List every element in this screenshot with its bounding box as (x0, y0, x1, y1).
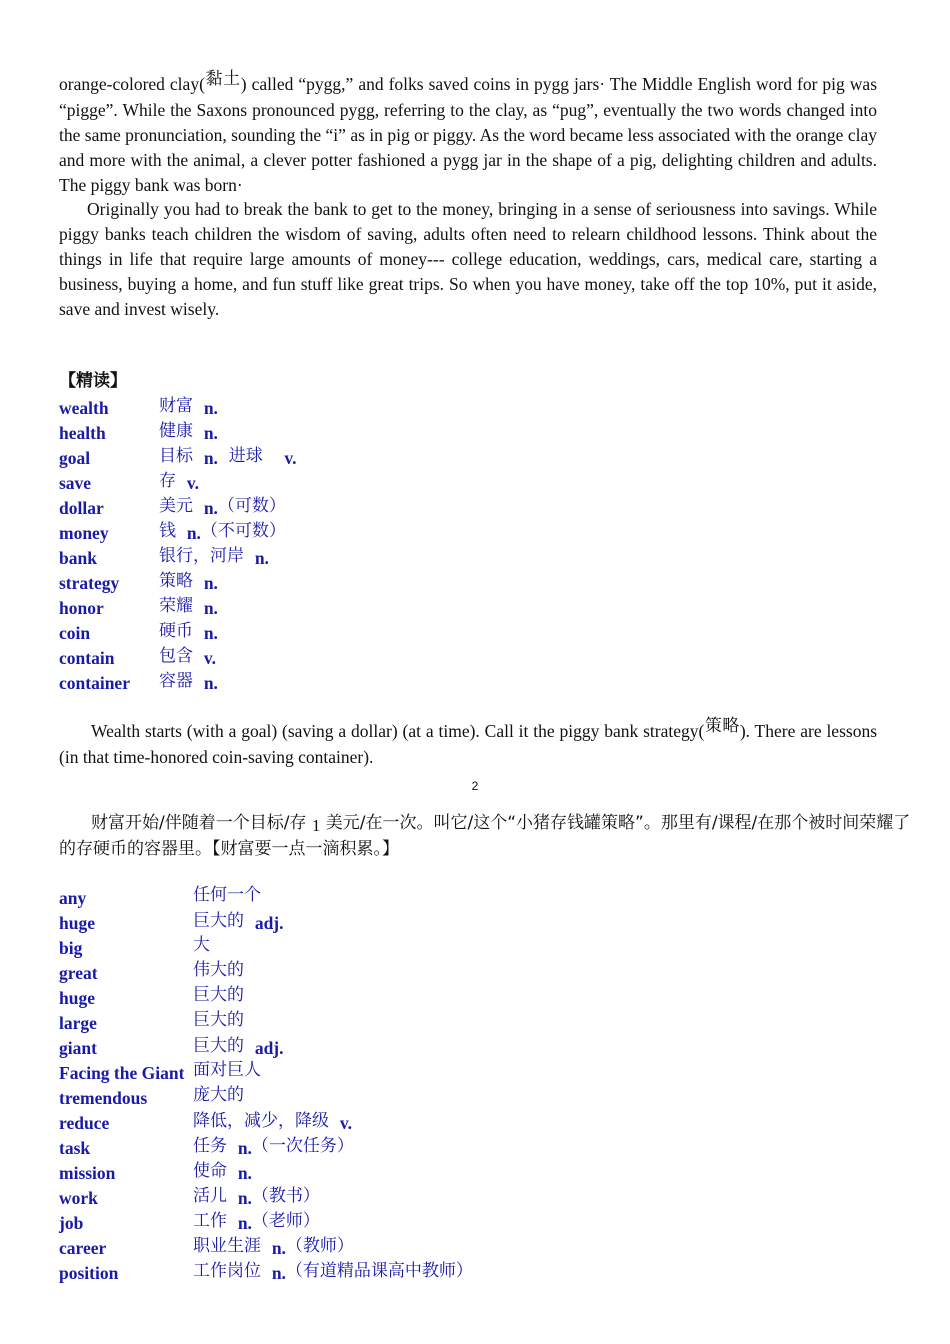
vocab-word: dollar (59, 498, 104, 518)
vocab-word: goal (59, 448, 91, 468)
vocab-meaning: 伟大的 (193, 960, 244, 980)
vocab-meaning: 银行，河岸 (159, 546, 244, 566)
paragraph-break-the-bank (59, 197, 877, 322)
vocab-meaning: 任务 (193, 1136, 227, 1156)
vocab-word: health (59, 423, 106, 443)
vocab-word: big (59, 938, 83, 958)
paragraph-text: Originally you had to break the bank to get to the money, bringing in a sense of seriousness into savings. While piggy banks teach children the wisdom of saving, adults often need to relearn childhood lessons. Think about the things in life that require large amounts of money--- college education, weddings, cars, medical care, starting a business, buying a home, and fun stuff like great trips. So when you have money, take off the top 10%, put it aside, save and invest wisely. (59, 199, 877, 319)
vocab-meaning-group (193, 1183, 320, 1209)
vocab-meaning: 健康 (159, 421, 193, 441)
vocab-meaning: 工作 (193, 1211, 227, 1231)
vocab-meaning: 美元 (159, 496, 193, 516)
vocab-meaning-group (159, 518, 286, 544)
vocab-meaning-group (193, 1083, 244, 1108)
vocab-meaning: 庞大的 (193, 1085, 244, 1105)
vocab-part-of-speech: n. (237, 1163, 252, 1183)
vocab-meaning-group (193, 883, 261, 908)
translation-text: 财富开始/伴随着一个目标/存 (91, 813, 312, 833)
vocab-meaning: 容器 (159, 671, 193, 691)
vocab-word: mission (59, 1163, 116, 1183)
vocab-meaning-group (193, 1133, 354, 1159)
vocab-part-of-speech: n. (271, 1263, 286, 1283)
vocab-word: work (59, 1188, 98, 1208)
vocab-meaning-group (193, 1008, 244, 1033)
vocab-meaning-group (193, 1158, 252, 1184)
vocab-word: tremendous (59, 1088, 148, 1108)
vocab-meaning-group (159, 568, 218, 594)
vocab-part-of-speech: n. (237, 1213, 252, 1233)
vocab-meaning-group (193, 1258, 473, 1284)
section-heading-intensive-reading: 【精读】 (59, 371, 127, 391)
vocab-part-of-speech: n. (203, 398, 218, 418)
vocab-meaning: 降低，减少，降级 (193, 1111, 329, 1131)
vocab-extra-part-of-speech: v. (284, 448, 297, 468)
vocab-part-of-speech: n. (203, 598, 218, 618)
vocab-meaning: 面对巨人 (193, 1060, 261, 1080)
vocab-meaning: 目标 (159, 446, 193, 466)
vocab-word: wealth (59, 398, 109, 418)
paragraph-text: ). There are lessons (in that time-honored coin-saving container). (59, 721, 878, 767)
vocab-meaning-group (159, 668, 218, 694)
vocab-word: career (59, 1238, 107, 1258)
annotation-strategy: 策略 (704, 716, 740, 736)
vocab-extra: （可数） (217, 496, 286, 516)
vocab-word: any (59, 888, 87, 908)
vocab-meaning-group (159, 543, 269, 569)
annotation-clay: 黏土 (204, 69, 241, 89)
vocab-meaning-group (159, 393, 218, 419)
vocab-word: reduce (59, 1113, 110, 1133)
vocab-meaning-group (193, 958, 244, 983)
translation-text: 美元/在一次。叫它/这个“小猪存钱罐策略”。那里有/课程/在那个被时间荣耀了的存硬币的容器里。【财富要一点一滴积累。】 (59, 813, 911, 859)
vocab-meaning: 职业生涯 (193, 1236, 261, 1256)
vocab-meaning-group (159, 618, 218, 644)
vocab-word: honor (59, 598, 104, 618)
chinese-translation (59, 810, 919, 862)
vocab-word: money (59, 523, 109, 543)
vocab-meaning: 使命 (193, 1161, 227, 1181)
vocab-meaning-group (159, 443, 297, 469)
vocab-word: bank (59, 548, 97, 568)
vocab-word: Facing the Giant (59, 1063, 185, 1083)
vocab-part-of-speech: n. (203, 498, 218, 518)
vocab-meaning-group (193, 1058, 261, 1083)
paragraph-text: orange-colored clay( (59, 74, 205, 94)
vocab-part-of-speech: n. (254, 548, 269, 568)
vocab-meaning: 钱 (159, 521, 176, 541)
vocab-part-of-speech: n. (271, 1238, 286, 1258)
paragraph-text: Wealth starts (with a goal) (saving a dollar) (at a time). Call it the piggy bank strategy( (91, 721, 705, 741)
vocab-part-of-speech: n. (203, 423, 218, 443)
vocab-word: save (59, 473, 92, 493)
vocab-part-of-speech: n. (237, 1188, 252, 1208)
vocab-part-of-speech: v. (203, 648, 216, 668)
vocab-extra: （有道精品课高中教师） (285, 1261, 473, 1281)
vocab-meaning-group (193, 933, 210, 958)
vocab-meaning: 硬币 (159, 621, 193, 641)
vocab-part-of-speech: n. (203, 623, 218, 643)
vocab-meaning-group (159, 593, 218, 619)
vocab-meaning: 任何一个 (193, 885, 261, 905)
vocab-meaning-group (193, 983, 244, 1008)
vocab-word: coin (59, 623, 91, 643)
vocab-meaning: 巨大的 (193, 1036, 244, 1056)
vocab-word: large (59, 1013, 97, 1033)
page-number: 2 (471, 779, 479, 793)
vocab-meaning: 工作岗位 (193, 1261, 261, 1281)
vocab-meaning-group (159, 643, 216, 669)
translation-number: 1 (311, 816, 321, 835)
vocab-extra: 进球 (228, 446, 263, 466)
vocab-meaning: 存 (159, 471, 176, 491)
vocab-word: container (59, 673, 130, 693)
vocab-word: huge (59, 988, 95, 1008)
vocab-part-of-speech: n. (203, 573, 218, 593)
paragraph-wealth-starts (59, 716, 878, 770)
vocab-extra: （一次任务） (251, 1136, 354, 1156)
vocab-extra: （教师） (285, 1236, 354, 1256)
vocab-meaning-group (193, 908, 284, 934)
vocab-part-of-speech: n. (203, 448, 218, 468)
vocab-word: contain (59, 648, 115, 668)
vocab-meaning: 大 (193, 935, 210, 955)
paragraph-text: ) called “pygg,” and folks saved coins in pygg jars· The Middle English word for pig was “pigge”. While the Saxons pronounced pygg, referring to the clay, as “pug”, eventually the two words changed into the same pronunciation, sounding the “i” as in pig or piggy. As the word became less associated with the orange clay and more with the animal, a clever potter fashioned a pygg jar in the shape of a pig, delighting children and adults. The piggy bank was born· (59, 74, 878, 195)
vocab-word: huge (59, 913, 95, 933)
vocab-extra: （不可数） (200, 521, 286, 541)
vocab-meaning: 荣耀 (159, 596, 193, 616)
vocab-meaning-group (193, 1208, 320, 1234)
vocab-meaning: 巨大的 (193, 1010, 244, 1030)
paragraph-piggy-origin (59, 69, 878, 198)
vocab-part-of-speech: adj. (254, 913, 284, 933)
vocab-meaning: 巨大的 (193, 985, 244, 1005)
vocab-word: position (59, 1263, 119, 1283)
vocab-meaning-group (193, 1033, 284, 1059)
vocab-extra: （老师） (251, 1211, 320, 1231)
vocab-word: great (59, 963, 98, 983)
vocab-meaning-group (159, 418, 218, 444)
vocab-meaning: 包含 (159, 646, 193, 666)
vocab-meaning: 财富 (159, 396, 193, 416)
vocab-word: giant (59, 1038, 97, 1058)
vocab-part-of-speech: adj. (254, 1038, 284, 1058)
vocab-word: task (59, 1138, 91, 1158)
vocab-meaning-group (193, 1233, 354, 1259)
vocab-part-of-speech: n. (203, 673, 218, 693)
vocab-meaning: 策略 (159, 571, 193, 591)
vocab-part-of-speech: v. (339, 1113, 352, 1133)
vocab-extra: （教书） (251, 1186, 320, 1206)
vocab-meaning-group (159, 493, 286, 519)
vocab-meaning-group (193, 1108, 352, 1134)
vocab-part-of-speech: v. (186, 473, 199, 493)
vocab-meaning: 活儿 (193, 1186, 227, 1206)
vocab-part-of-speech: n. (186, 523, 201, 543)
vocab-word: strategy (59, 573, 120, 593)
vocab-meaning-group (159, 468, 199, 494)
vocab-word: job (59, 1213, 84, 1233)
vocab-part-of-speech: n. (237, 1138, 252, 1158)
vocab-meaning: 巨大的 (193, 911, 244, 931)
